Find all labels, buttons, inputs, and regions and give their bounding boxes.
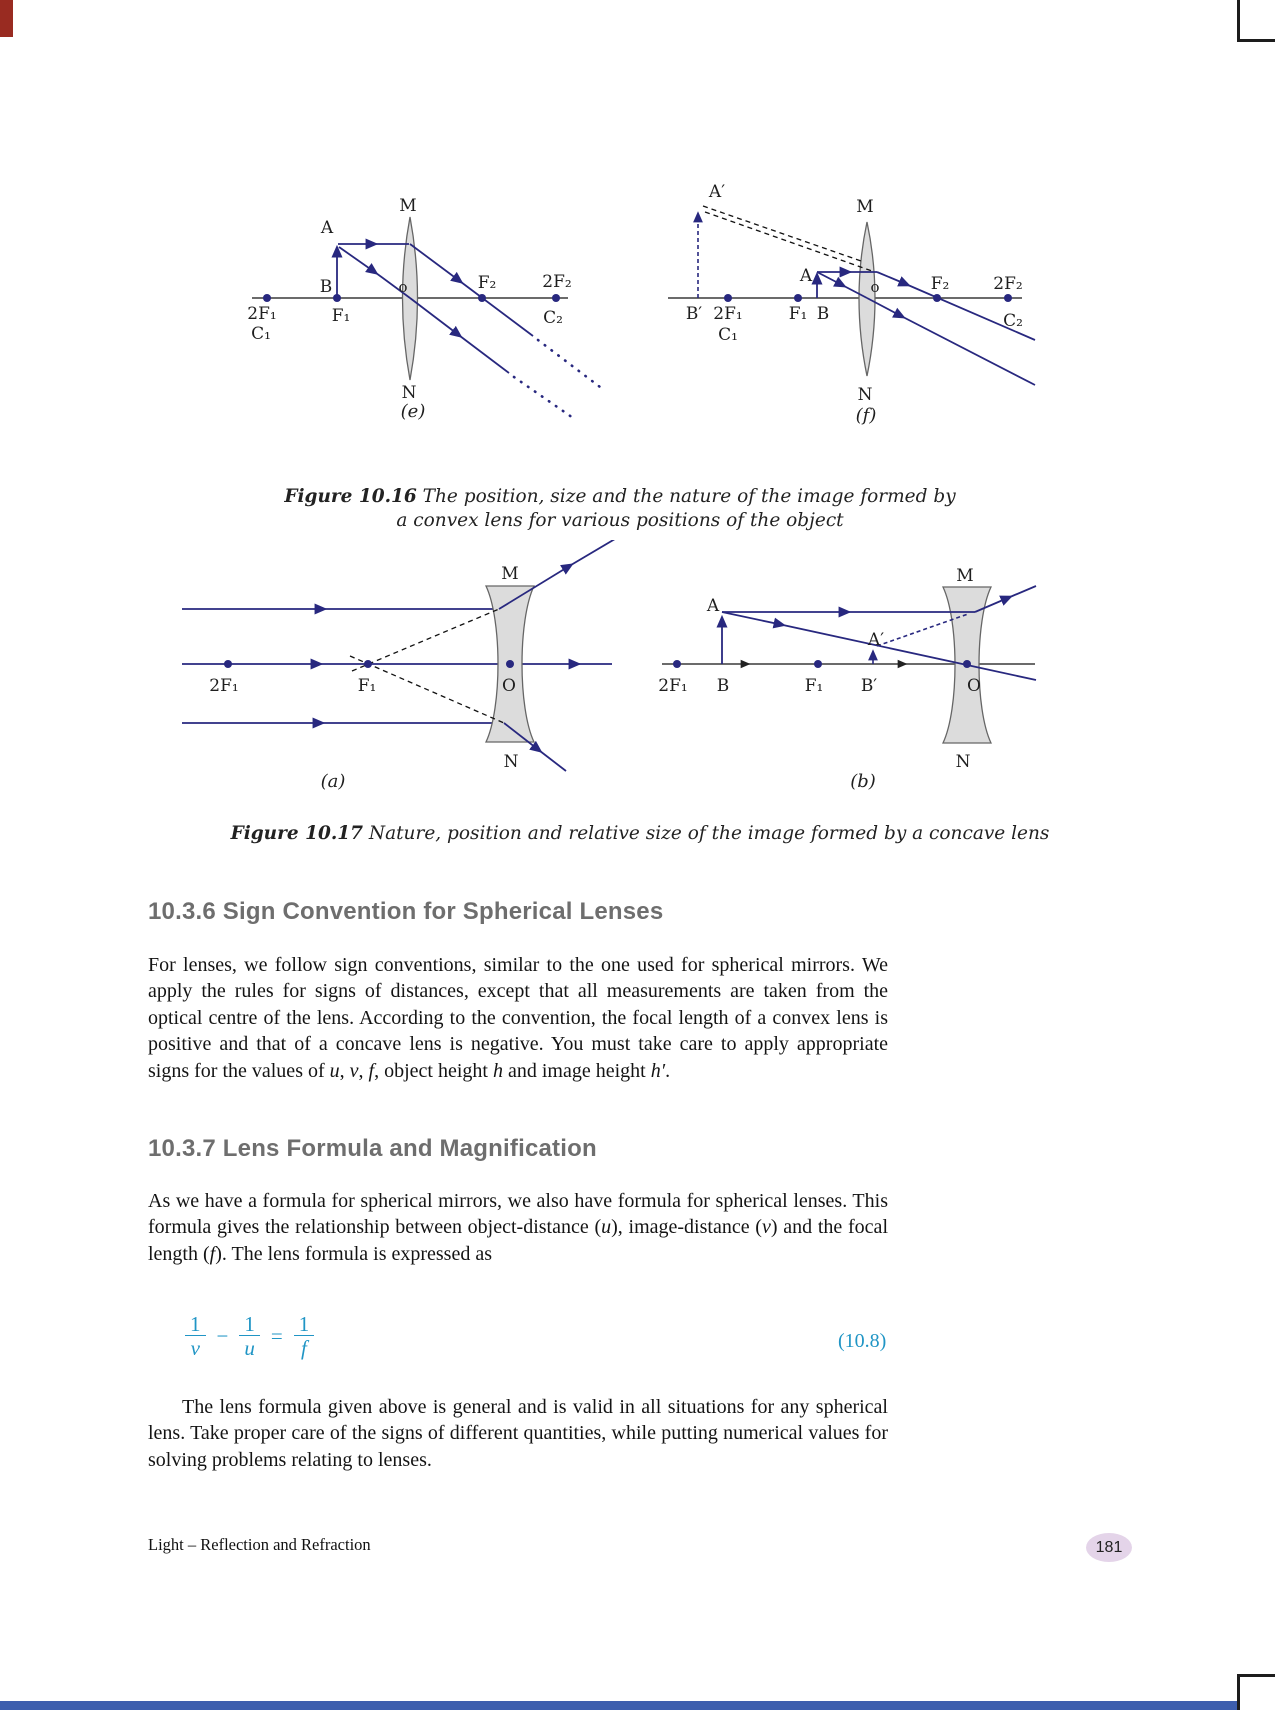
- label-m: M: [399, 196, 417, 216]
- caption-figure-number: Figure 10.17: [230, 823, 364, 844]
- footer-chapter-title: Light – Reflection and Refraction: [148, 1535, 371, 1554]
- label-n: N: [503, 752, 519, 772]
- label-b-prime: B′: [860, 676, 878, 696]
- point-f2-dot: [478, 294, 486, 302]
- diagram-concave-lens-a: [165, 540, 635, 790]
- label-2f1: 2F₁: [209, 676, 239, 696]
- subfigure-tag-b: (b): [850, 771, 876, 790]
- label-a-prime: A′: [708, 182, 726, 202]
- point-f2-dot: [933, 294, 941, 302]
- point-2f1-dot: [224, 660, 232, 668]
- diagram-concave-lens-b: [640, 540, 1040, 790]
- caption-line-2: a convex lens for various positions of the object: [396, 510, 844, 532]
- equation-number: (10.8): [838, 1330, 887, 1352]
- corner-red-mark: [0, 0, 13, 37]
- back-extension-dashed-2: [705, 212, 872, 271]
- label-f1: F₁: [788, 304, 808, 324]
- label-c1: C₁: [251, 324, 271, 344]
- label-b-prime: B′: [685, 304, 703, 324]
- label-f1: F₁: [331, 306, 351, 326]
- ray-dotted-extension-1: [538, 340, 600, 387]
- label-a: A: [799, 266, 813, 286]
- section-heading-10-3-7: 10.3.7 Lens Formula and Magnification: [148, 1135, 597, 1162]
- label-n: N: [401, 383, 417, 403]
- label-c2: C₂: [543, 308, 563, 328]
- label-n: N: [955, 752, 971, 772]
- ray-through-centre-refracted: [410, 298, 509, 373]
- point-2f1-dot: [673, 660, 681, 668]
- paragraph-sign-convention: For lenses, we follow sign conventions, similar to the one used for spherical mirrors. We apply the rules for signs of distances, except that all measurements are taken from the optical centre of the lens. According to the convention, the focal length of a convex lens is positive and that of a concave lens is negative. You must take care to apply appropriate signs for the values of u, v, f, object height h and image height h′.: [148, 954, 888, 1082]
- bottom-blue-bar: [0, 1701, 1275, 1710]
- paragraph-lens-formula-intro: As we have a formula for spherical mirrors, we also have formula for spherical lenses. This formula gives the relationship between object-distance (u), image-distance (v) and the focal length (f). The lens formula is expressed as: [148, 1190, 888, 1265]
- label-f2: F₂: [477, 273, 497, 293]
- fraction-1-over-v: $\frac{1}{v}$: [185, 1314, 206, 1360]
- figure-10-16-caption: [230, 485, 1010, 533]
- top-right-corner-box: [1237, 0, 1275, 42]
- label-m: M: [501, 564, 519, 584]
- point-f1-dot: [333, 294, 341, 302]
- optical-centre-dot: [506, 660, 514, 668]
- caption-figure-number: Figure 10.16: [284, 486, 417, 507]
- label-b: B: [816, 304, 830, 324]
- label-o: O: [502, 676, 516, 696]
- label-a: A: [320, 218, 334, 238]
- label-o: O: [967, 676, 981, 696]
- optical-centre-dot: [963, 660, 971, 668]
- caption-text: Nature, position and relative size of the image formed by a concave lens: [368, 823, 1050, 844]
- diagram-convex-lens-f: [610, 150, 1040, 430]
- label-b: B: [319, 277, 333, 297]
- point-2f2-dot: [1004, 294, 1012, 302]
- label-n: N: [857, 385, 873, 405]
- label-2f1: 2F₁: [247, 304, 277, 324]
- point-f1-dot: [364, 660, 372, 668]
- label-o: o: [398, 278, 408, 296]
- ray-through-centre: [722, 612, 967, 665]
- label-c1: C₁: [718, 325, 738, 345]
- label-f1: F₁: [357, 676, 377, 696]
- subfigure-tag-a: (a): [320, 771, 346, 790]
- label-o: o: [870, 278, 880, 296]
- page-number-badge: [1086, 1533, 1132, 1562]
- label-f2: F₂: [930, 274, 950, 294]
- equals-sign: =: [270, 1324, 283, 1349]
- subfigure-tag-e: (e): [400, 401, 426, 422]
- point-2f1-dot: [724, 294, 732, 302]
- bottom-right-corner-box: [1237, 1674, 1275, 1710]
- caption-line-1: [230, 485, 1010, 509]
- label-a-prime: A′: [867, 630, 885, 650]
- label-2f1: 2F₁: [658, 676, 688, 696]
- point-f1-dot: [794, 294, 802, 302]
- fraction-1-over-f: $\frac{1}{f}$: [294, 1314, 315, 1360]
- label-2f2: 2F₂: [993, 274, 1023, 294]
- point-f1-dot: [814, 660, 822, 668]
- label-b: B: [716, 676, 730, 696]
- figure-10-17-caption: [150, 822, 1130, 846]
- label-2f1: 2F₁: [713, 304, 743, 324]
- diagram-convex-lens-e: [230, 160, 660, 425]
- back-extension-dashed-1: [703, 206, 864, 262]
- subfigure-tag-f: (f): [855, 405, 877, 426]
- label-a: A: [706, 596, 720, 616]
- label-c2: C₂: [1003, 311, 1023, 331]
- label-m: M: [856, 197, 874, 217]
- fraction-1-over-u: $\frac{1}{u}$: [239, 1314, 260, 1360]
- paragraph-lens-formula-note: The lens formula given above is general and is valid in all situations for any spherical lens. Take proper care of the signs of different quantities, while putting numerical values for solving problems relating to lenses.: [148, 1396, 888, 1471]
- ray-refracted-through-f2: [410, 244, 533, 336]
- point-2f1-dot: [263, 294, 271, 302]
- label-f1: F₁: [804, 676, 824, 696]
- caption-text: The position, size and the nature of the image formed by: [422, 486, 956, 507]
- ray-dotted-extension-2: [514, 377, 576, 420]
- lens-formula-equation: [185, 1314, 314, 1360]
- page-number: 181: [1095, 1538, 1123, 1556]
- label-m: M: [956, 566, 974, 586]
- label-2f2: 2F₂: [542, 272, 572, 292]
- point-2f2-dot: [552, 294, 560, 302]
- section-heading-10-3-6: 10.3.6 Sign Convention for Spherical Lenses: [148, 898, 664, 925]
- back-extension-dashed-top: [352, 609, 499, 671]
- minus-sign: −: [216, 1324, 229, 1349]
